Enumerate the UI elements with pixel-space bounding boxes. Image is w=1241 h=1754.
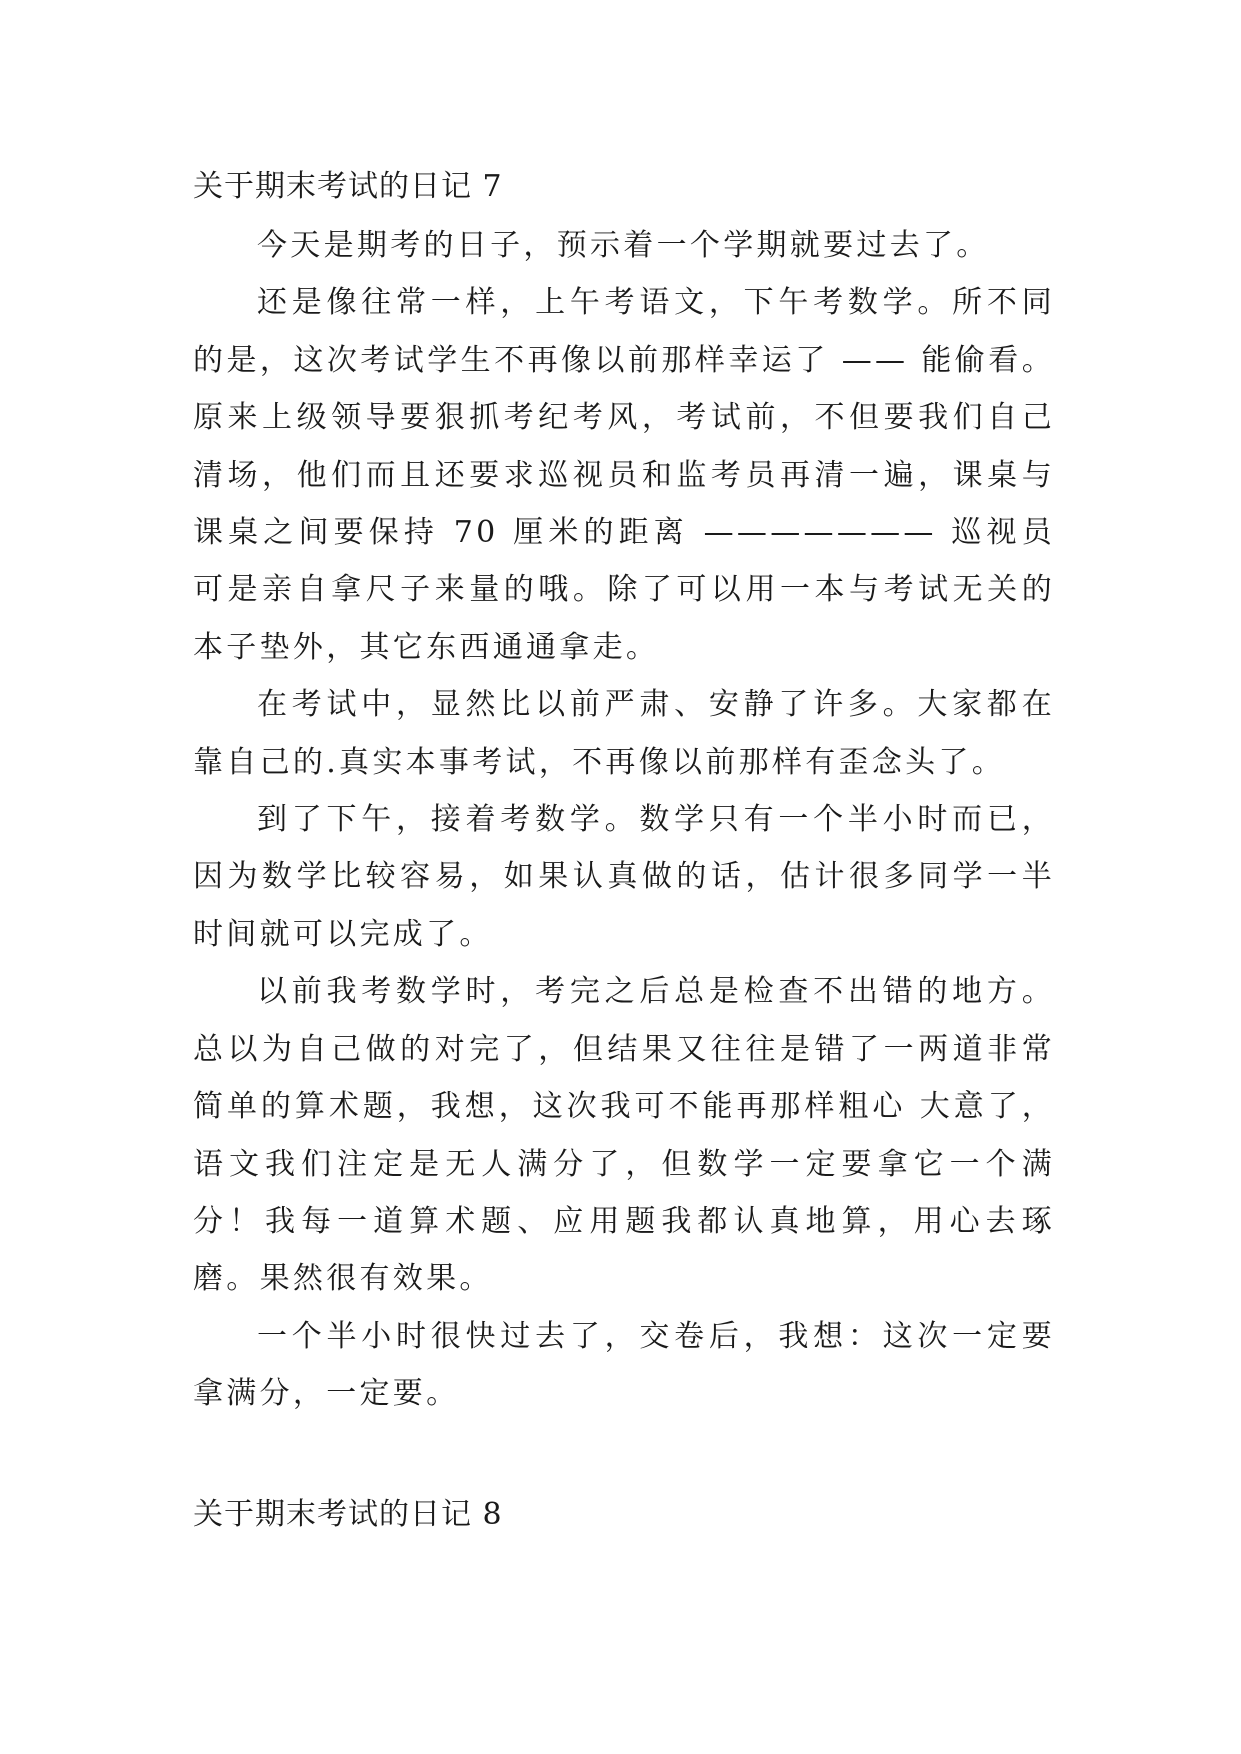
paragraph: 今天是期考的日子，预示着一个学期就要过去了。 — [257, 228, 990, 263]
section-title-7: 关于期末考试的日记 7 — [193, 169, 503, 204]
paragraph: 还是像往常一样，上午考语文，下午考数学。所不同的是，这次考试学生不再像以前那样幸运了 —— 能偷看。原来上级领导要狠抓考纪考风，考试前，不但要我们自己清场，他们而且还要求巡视员和监考员再清一遍，课桌与课桌之间要保持 70 厘米的距离 ——————— 巡视员可是亲自拿尺子来量的哦。除了可以用一本与考试无关的本子垫外，其它东西通通拿走。 — [193, 285, 1055, 665]
document-body — [193, 157, 1055, 1545]
paragraph: 到了下午，接着考数学。数学只有一个半小时而已，因为数学比较容易，如果认真做的话，估计很多同学一半时间就可以完成了。 — [193, 802, 1055, 952]
paragraph: 一个半小时很快过去了，交卷后，我想：这次一定要拿满分，一定要。 — [193, 1318, 1055, 1412]
paragraph: 以前我考数学时，考完之后总是检查不出错的地方。总以为自己做的对完了，但结果又往往是错了一两道非常简单的算术题，我想，这次我可不能再那样粗心 大意了，语文我们注定是无人满分了，但数学一定要拿它一个满分！我每一道算术题、应用题我都认真地算，用心去琢磨。果然很有效果。 — [193, 974, 1055, 1297]
section-title-8: 关于期末考试的日记 8 — [193, 1496, 503, 1532]
section-gap — [193, 1423, 1055, 1485]
paragraph: 在考试中，显然比以前严肃、安静了许多。大家都在靠自己的.真实本事考试，不再像以前那样有歪念头了。 — [193, 687, 1055, 780]
